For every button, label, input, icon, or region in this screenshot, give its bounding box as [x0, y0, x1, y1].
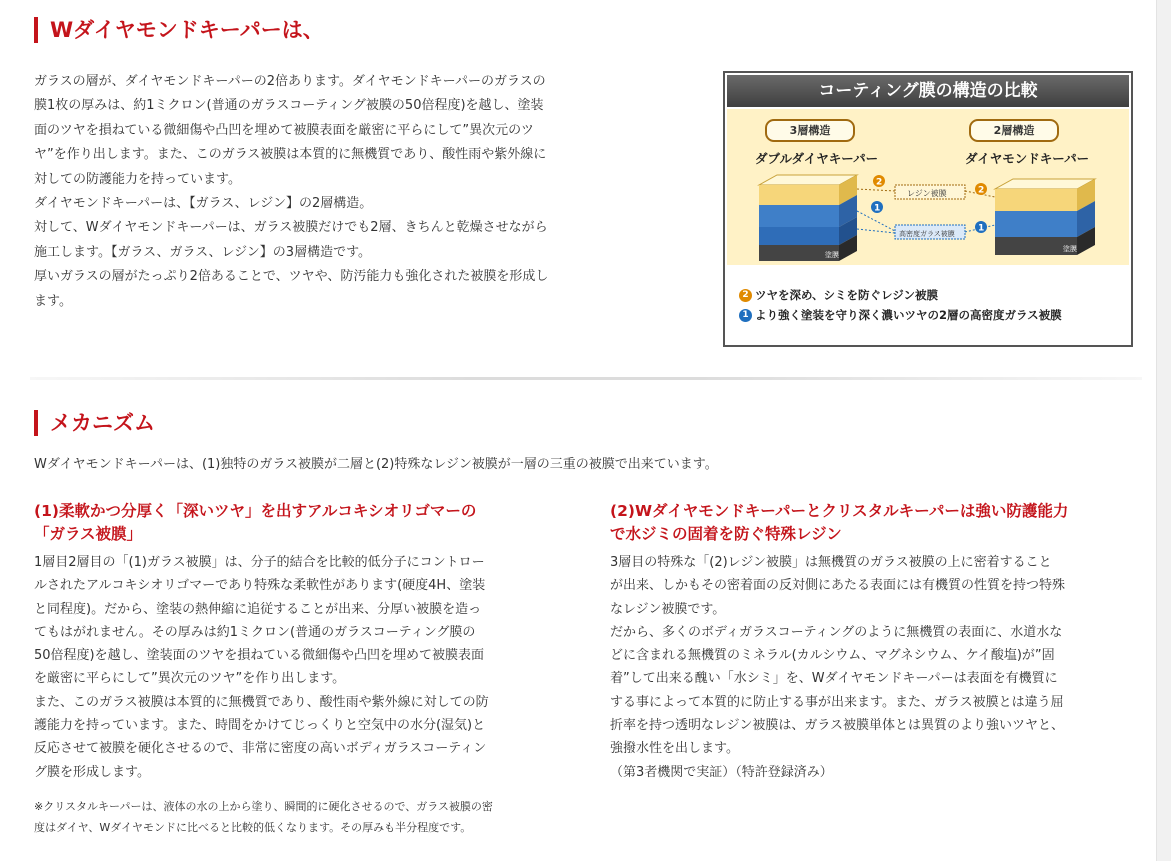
glass-body-line: 1層目2層目の「(1)ガラス被膜」は、分子的結合を比較的低分子にコントロー — [34, 555, 485, 570]
glass-title-line: 「ガラス被膜」 — [34, 525, 143, 543]
intro-line: ガラスの層が、ダイヤモンドキーパーの2倍あります。ダイヤモンドキーパーのガラスの — [34, 74, 546, 89]
marker-2-left-text: 2 — [876, 177, 883, 188]
section-divider — [30, 377, 1142, 380]
legend-item-resin — [739, 287, 938, 303]
note-line: ※クリスタルキーパーは、液体の水の上から塗り、瞬間的に硬化させるので、ガラス被膜の密 — [34, 800, 493, 813]
left-resin-layer — [759, 185, 839, 205]
legend-marker-1: 1 — [739, 309, 752, 322]
note-line: 度はダイヤ、Wダイヤモンドに比べると比較的低くなります。その厚みも半分程度です。 — [34, 821, 472, 834]
resin-body-line: が出来、しかもその密着面の反対側にあたる表面には有機質の性質を持つ特殊 — [610, 578, 1066, 594]
resin-title-line: で水ジミの固着を防ぐ特殊レジン — [610, 525, 842, 543]
intro-line: 対して、Wダイヤモンドキーパーは、ガラス被膜だけでも2層、きちんと乾燥させながら — [34, 220, 548, 236]
left-base-text: 塗膜 — [825, 251, 839, 259]
glass-body-line: 50倍程度)を越し、塗装面のツヤを損ねている微細傷や凸凹を埋めて被膜表面 — [34, 648, 485, 664]
legend-text-glass: より強く塗装を守り深く濃いツヤの2層の高密度ガラス被膜 — [755, 308, 1062, 322]
resin-body-line: する事によって本質的に防止する事が出来ます。また、ガラス被膜とは違う屈 — [610, 694, 1064, 710]
crystal-keeper-note — [34, 796, 493, 838]
intro-line: 膜1枚の厚みは、約1ミクロン(普通のガラスコーティング被膜の50倍程度)を越し、塗装 — [34, 98, 544, 114]
resin-leader-left — [857, 189, 895, 191]
left-layer-stack — [759, 175, 857, 261]
right-base-text: 塗膜 — [1063, 245, 1077, 253]
left-glass-layer-1 — [759, 227, 839, 245]
glass-leader-left-lower — [857, 229, 895, 233]
resin-body-line: どに含まれる無機質のミネラル(カルシウム、マグネシウム、ケイ酸塩)が”固 — [610, 648, 1055, 664]
intro-line: 施工します。【ガラス、ガラス、レジン】の3層構造です。 — [34, 244, 372, 260]
glass-title-line: (1)柔軟かつ分厚く「深いツヤ」を出すアルコキシオリゴマーの — [34, 502, 477, 520]
mechanism-heading: メカニズム — [34, 410, 155, 436]
glass-section-title — [34, 500, 476, 546]
legend-marker-2: 2 — [739, 289, 752, 302]
legend-text-resin: ツヤを深め、シミを防ぐレジン被膜 — [755, 288, 938, 302]
resin-body-line: 3層目の特殊な「(2)レジン被膜」は無機質のガラス被膜の上に密着すること — [610, 555, 1052, 570]
glass-body-line: と同程度)。だから、塗装の熱伸縮に追従することが出来、分厚い被膜を造っ — [34, 601, 482, 617]
mechanism-intro: Wダイヤモンドキーパーは、(1)独特のガラス被膜が二層と(2)特殊なレジン被膜が一層の三重の被膜で出来ています。 — [34, 457, 718, 472]
right-glass-layer — [995, 211, 1077, 237]
intro-line: 面のツヤを損ねている微細傷や凸凹を埋めて被膜表面を厳密に平らにして”異次元のツ — [34, 122, 534, 138]
coating-structure-figure — [723, 71, 1133, 347]
three-layer-label: 3層構造 — [765, 119, 855, 142]
glass-body-line: を厳密に平らにして”異次元のツヤ”を作り出します。 — [34, 671, 346, 687]
two-layer-label: 2層構造 — [969, 119, 1059, 142]
resin-callout-text: レジン被膜 — [907, 189, 947, 198]
double-diamond-label: ダブルダイヤキーパー — [755, 151, 879, 166]
glass-body-line: てもはがれません。その厚みは約1ミクロン(普通のガラスコーティング膜の — [34, 624, 476, 640]
glass-body-line: また、このガラス被膜は本質的に無機質であり、酸性雨や紫外線に対しての防 — [34, 694, 489, 710]
glass-body-line: グ膜を形成します。 — [34, 764, 150, 780]
resin-section-body — [610, 551, 1065, 784]
right-layer-stack — [995, 179, 1095, 255]
intro-paragraph — [34, 70, 548, 314]
figure-title: コーティング膜の構造の比較 — [727, 75, 1129, 107]
resin-body-line: （第3者機関で実証）（特許登録済み） — [610, 764, 833, 780]
right-resin-layer — [995, 189, 1077, 211]
figure-legend — [727, 265, 1129, 343]
left-glass-layer-2 — [759, 205, 839, 227]
glass-callout-text: 高密度ガラス被膜 — [899, 230, 955, 238]
marker-1-left-text: 1 — [874, 203, 881, 214]
resin-body-line: なレジン被膜です。 — [610, 601, 726, 617]
intro-line: ヤ”を作り出します。また、このガラス被膜は本質的に無機質であり、酸性雨や紫外線に — [34, 147, 547, 163]
intro-line: 厚いガラスの層がたっぷり2倍あることで、ツヤや、防汚能力も強化された被膜を形成し — [34, 269, 549, 285]
resin-title-line: (2)Wダイヤモンドキーパーとクリスタルキーパーは強い防護能力 — [610, 502, 1069, 520]
resin-body-line: 強撥水性を出します。 — [610, 741, 739, 757]
layer-diagram — [727, 169, 1133, 263]
marker-2-right-text: 2 — [978, 185, 985, 196]
diamond-keeper-label: ダイヤモンドキーパー — [965, 151, 1090, 166]
resin-body-line: 着”して出来る醜い「水シミ」を、Wダイヤモンドキーパーは表面を有機質に — [610, 671, 1058, 687]
resin-body-line: だから、多くのボディガラスコーティングのように無機質の表面に、水道水な — [610, 624, 1063, 640]
intro-heading: Wダイヤモンドキーパーは、 — [34, 17, 324, 43]
legend-item-glass — [739, 307, 1062, 323]
page-scrollbar[interactable] — [1156, 0, 1171, 861]
intro-line: 対しての防護能力を持っています。 — [34, 171, 241, 187]
intro-line: ます。 — [34, 293, 72, 309]
resin-section-title — [610, 500, 1068, 546]
marker-1-right-text: 1 — [978, 223, 985, 234]
glass-section-body — [34, 551, 489, 784]
glass-body-line: 護能力を持っています。また、時間をかけてじっくりと空気中の水分(湿気)と — [34, 718, 486, 734]
glass-body-line: 反応させて被膜を硬化させるので、非常に密度の高いボディガラスコーティン — [34, 741, 487, 757]
resin-body-line: 折率を持つ透明なレジン被膜は、ガラス被膜単体とは異質のより強いツヤと、 — [610, 718, 1064, 734]
glass-body-line: ルされたアルコキシオリゴマーであり特殊な柔軟性があります(硬度4H、塗装 — [34, 578, 486, 594]
glass-leader-left-upper — [857, 211, 895, 231]
intro-line: ダイヤモンドキーパーは、【ガラス、レジン】の2層構造。 — [34, 196, 373, 212]
